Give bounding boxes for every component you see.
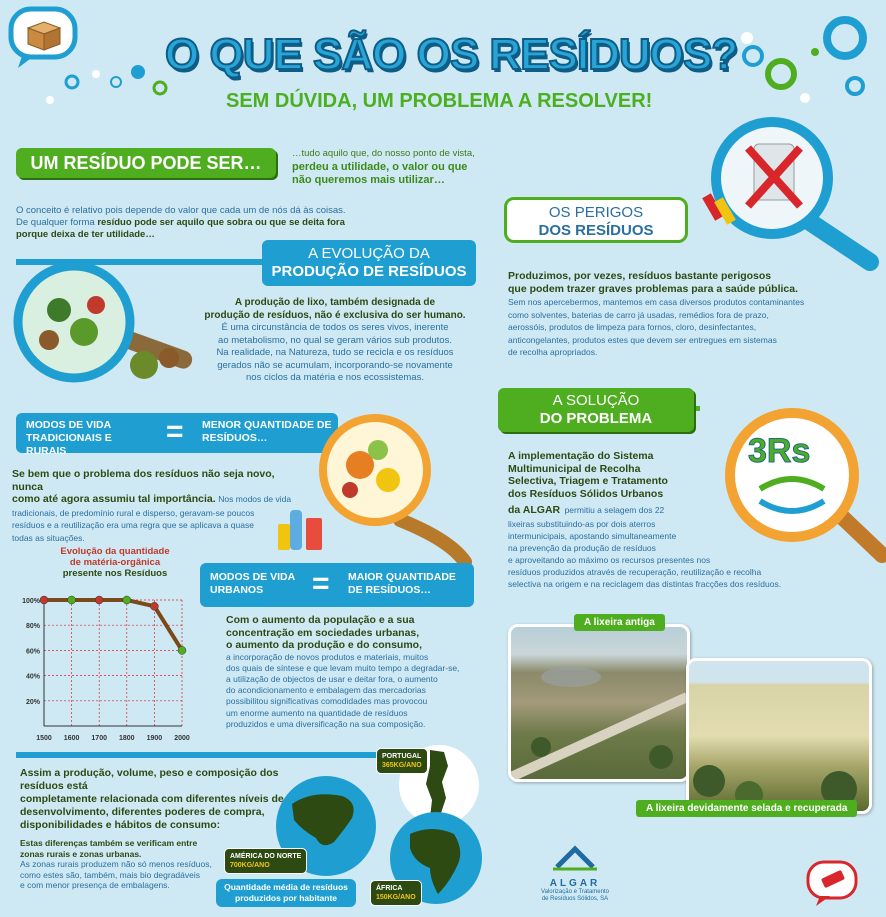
chart-point [123, 596, 131, 604]
residuo-concept: O conceito é relativo pois depende do valor que cada um de nós dá às coisas. De qualquer forma resíduo pode ser aquilo que sobra ou que se deita fora porque deixa de ter utilidade… [16, 205, 346, 240]
photo-old-dump-label: A lixeira antiga [574, 614, 665, 631]
africa-label: ÁFRICA 150KG/ANO [370, 880, 422, 906]
chart-x-tick: 1500 [36, 735, 52, 742]
hazard-magnifier-icon [700, 112, 880, 272]
chart-organic-matter [10, 580, 195, 750]
algar-logo-mark [545, 845, 605, 873]
photo-sealed-dump [686, 658, 872, 814]
map-caption: Quantidade média de resíduos produzidos por habitante [216, 879, 356, 907]
leaves-magnifier-icon [4, 260, 204, 390]
chart-point [150, 602, 158, 610]
plastics-magnifier-icon [270, 490, 350, 570]
modos-urbanos-banner: MODOS DE VIDA URBANOS = MAIOR QUANTIDADE DE RESÍDUOS… [200, 563, 474, 607]
chart-point [178, 646, 186, 654]
perigos-text: Produzimos, por vezes, resíduos bastante perigosos que podem trazer graves problemas para a saúde pública. Sem nos apercebermos, mantemos em casa diversos produtos contaminantes como solventes, baterias de carro já usadas, remédios fora de prazo, aerossóis, produtos de limpeza para fornos, cloro, desinfectantes, anticongelantes, produtos estes que devem ser entregues em sistemas de recolha apropriados. [508, 270, 805, 357]
battery-bubble-icon [806, 860, 858, 906]
america-label: AMÉRICA DO NORTE 700KG/ANO [224, 848, 307, 874]
chart-y-tick: 60% [25, 648, 40, 656]
chart-y-tick: 20% [25, 698, 40, 706]
divider-assim [16, 752, 396, 758]
chart-point [40, 596, 48, 604]
residuo-quote: …tudo aquilo que, do nosso ponto de vista, perdeu a utilidade, o valor ou que não queremos mais utilizar… [292, 148, 475, 186]
chart-point [68, 596, 76, 604]
chart-x-tick: 1600 [63, 735, 80, 742]
photo-sealed-dump-label: A lixeira devidamente selada e recuperada [636, 800, 857, 817]
evolucao-text: A produção de lixo, também designada de produção de resíduos, não é exclusiva do ser humano. É uma circunstância de todos os seres vivos, inerente ao metabolismo, no qual se geram vários sub produtos. Na realidade, na Natureza, tudo se recicla e os resíduos gerados não se acumulam, incorporando-se novamente nos ciclos da matéria e nos ecossistemas. [204, 297, 466, 383]
chart-x-tick: 1700 [91, 735, 107, 742]
evolucao-heading: A EVOLUÇÃO DA PRODUÇÃO DE RESÍDUOS [262, 240, 476, 286]
chart-y-tick: 40% [25, 673, 40, 681]
decorative-circles-left [30, 60, 180, 120]
perigos-heading: OS PERIGOS DOS RESÍDUOS [504, 197, 688, 243]
chart-x-tick: 2000 [174, 735, 190, 742]
chart-x-tick: 1800 [119, 735, 135, 742]
solucao-heading: A SOLUÇÃO DO PROBLEMA [498, 388, 694, 432]
chart-y-tick: 80% [25, 623, 40, 631]
residuo-label: UM RESÍDUO PODE SER… [16, 148, 276, 178]
modos-rurais-banner: MODOS DE VIDA TRADICIONAIS E RURAIS = MENOR QUANTIDADE DE RESÍDUOS… [16, 413, 338, 453]
chart-x-tick: 1900 [146, 735, 163, 742]
modos-rurais-text: Se bem que o problema dos resíduos não seja novo, nunca como até agora assumiu tal importância. Nos modos de vida tradicionais, de predomínio rural e disperso, geravam-se poucos resíduos e a reutilização era uma regra que se aplicava a quase todas as situações. [12, 468, 292, 543]
algar-logo: ALGAR Valorização e Tratamento de Resíduos Sólidos, SA [530, 845, 620, 905]
modos-urbanos-text: Com o aumento da população e a sua concentração em sociedades urbanas, o aumento da produção e do consumo, a incorporação de novos produtos e materiais, muitos dos quais de síntese e que levam muito tempo a degradar-se, a utilização de objectos de usar e deitar fora, o aumento do acondicionamento e embalagem das mercadorias possibilitou significativas comodidades mas provocou um enorme aumento na quantidade de resíduos produzidos e uma diversificação na sua composição. [226, 614, 460, 729]
box-bubble-icon [8, 6, 78, 68]
solucao-text: A implementação do Sistema Multimunicipal de Recolha Selectiva, Triagem e Tratamento dos Resíduos Sólidos Urbanos da ALGAR permitiu a selagem dos 22 lixeiras substituindo-as por dois aterros intermunicipais, apostando simultaneamente na prevenção da produção de resíduos e aproveitando ao máximo os recursos presentes nos resíduos produzidos através de recuperação, reutilização e recolha selectiva na origem e na reciclagem das distintas fracções dos resíduos. [508, 450, 782, 589]
portugal-label: PORTUGAL 365KG/ANO [376, 748, 428, 774]
assim-text: Assim a produção, volume, peso e composição dos resíduos está completamente relacionada com diferentes níveis de desenvolvimento, diferentes poderes de compra, disponibilidades e hábitos de consumo: Estas diferenças também se verificam entre zonas rurais e zonas urbanas. As zonas rurais produzem não só menos resíduos, como estes são, também, mais bio degradáveis e com menor presença de embalagens. [20, 767, 284, 890]
photo-old-dump [508, 624, 690, 782]
chart-point [95, 596, 103, 604]
page-subtitle: SEM DÚVIDA, UM PROBLEMA A RESOLVER! [226, 90, 653, 112]
chart-title: Evolução da quantidade de matéria-orgânica presente nos Resíduos [60, 546, 170, 579]
chart-y-tick: 100% [22, 598, 40, 605]
page-title: O QUE SÃO OS RESÍDUOS? [165, 30, 738, 79]
3rs-badge: 3Rs [748, 432, 811, 470]
